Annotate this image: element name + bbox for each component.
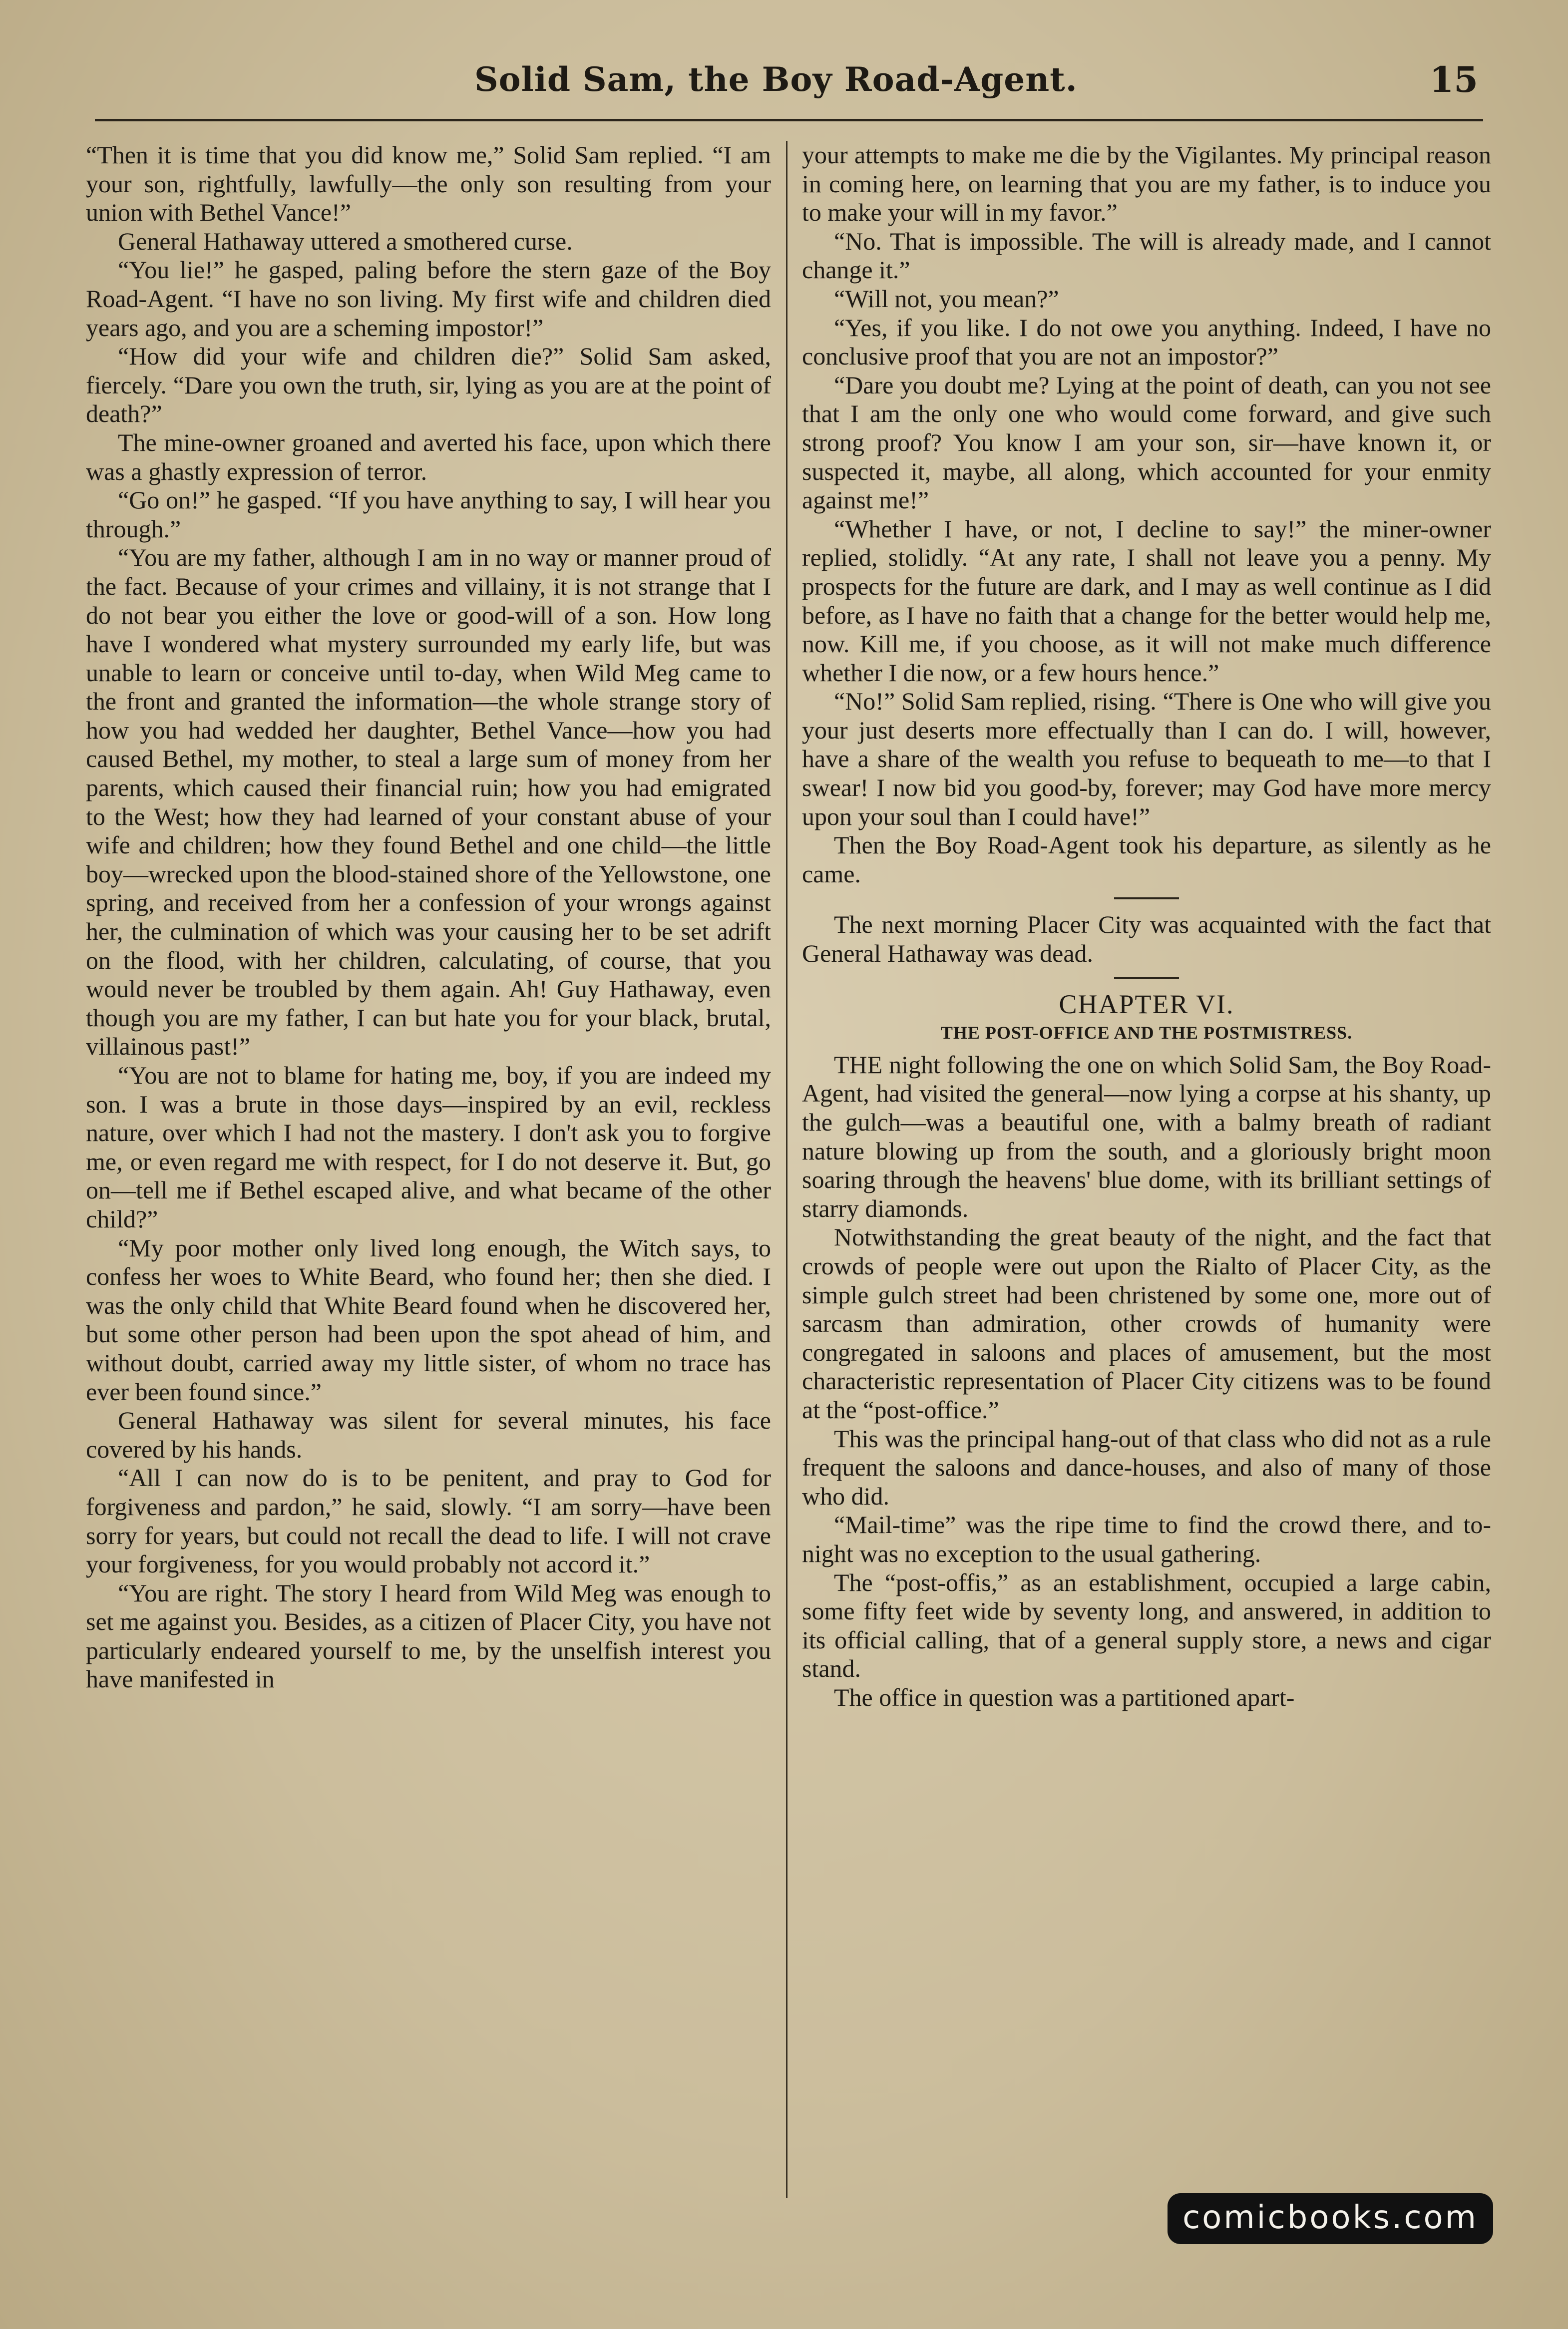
section-rule bbox=[1114, 897, 1179, 899]
paragraph: General Hathaway uttered a smothered curse. bbox=[118, 227, 573, 255]
chapter-subtitle: THE POST-OFFICE AND THE POSTMISTRESS. bbox=[940, 1023, 1353, 1043]
header-rule bbox=[95, 119, 1483, 121]
page-number: 15 bbox=[1429, 59, 1478, 100]
paragraph: “You are not to blame for hating me, boy, if you are indeed my son. I was a brute in those days—inspired by an evil, reckless nature, over which I had not the mastery. I don't ask you to forgive me, or even regard me with respect, for I do not deserve it. But, go on—tell me if Bethel escaped alive, and what became of the other child?” bbox=[86, 1061, 771, 1233]
paragraph: General Hathaway was silent for several minutes, his face covered by his hands. bbox=[86, 1406, 771, 1463]
right-column bbox=[802, 141, 1491, 2213]
paragraph: The mine-owner groaned and averted his face, upon which there was a ghastly expression of terror. bbox=[86, 428, 771, 485]
paragraph: “Will not, you mean?” bbox=[834, 284, 1059, 313]
paragraph: “You are my father, although I am in no way or manner proud of the fact. Because of your crimes and villainy, it is not strange that I do not bear you either the love or good-will of a son. How long have I wondered what mystery surrounded my early life, but was unable to learn or conceive until to-day, when Wild Meg came to the front and granted the information—the whole strange story of how you had wedded her daughter, Bethel Vance—how you had caused Bethel, my mother, to steal a large sum of money from her parents, which caused their financial ruin; how you had emigrated to the West; how they had learned of your constant abuse of your wife and children; how they found Bethel and one child—the little boy—wrecked upon the blood-stained shore of the Yellowstone, one spring, and received from her a confession of your wrongs against her, the culmination of which was your causing her to be set adrift on the flood, with her children, calculating, of course, that you would never be troubled by them again. Ah! Guy Hathaway, even though you are my father, I can but hate you for your black, brutal, villainous past!” bbox=[86, 543, 771, 1061]
paragraph: “You are right. The story I heard from Wild Meg was enough to set me against you. Besides, as a citizen of Placer City, you have not particularly endeared yourself to me, by the unselfish interest you have manifested in bbox=[86, 1578, 771, 1693]
paragraph: Then the Boy Road-Agent took his departure, as silently as he came. bbox=[802, 831, 1491, 888]
paragraph: Notwithstanding the great beauty of the night, and the fact that crowds of people were out upon the Rialto of Placer City, as the simple gulch street had been christened by some one, more out of sarcasm than admiration, other crowds of humanity were congregated in saloons and places of amusement, but the most characteristic representation of Placer City citizens was to be found at the “post-office.” bbox=[802, 1223, 1491, 1424]
paragraph: “Whether I have, or not, I decline to say!” the miner-owner replied, stolidly. “At any rate, I shall not leave you a penny. My prospects for the future are dark, and I may as well continue as I did before, as I have no faith that a change for the better would help me, now. Kill me, if you choose, as it will not make much difference whether I die now, or a few hours hence.” bbox=[802, 514, 1491, 687]
paragraph: This was the principal hang-out of that class who did not as a rule frequent the saloons and dance-houses, and also of many of those who did. bbox=[802, 1424, 1491, 1510]
paragraph: “Yes, if you like. I do not owe you anything. Indeed, I have no conclusive proof that you are not an impostor?” bbox=[802, 313, 1491, 371]
paragraph: your attempts to make me die by the Vigilantes. My principal reason in coming here, on learning that you are my father, is to induce you to make your will in my favor.” bbox=[802, 141, 1491, 227]
paragraph: “How did your wife and children die?” Solid Sam asked, fiercely. “Dare you own the truth, sir, lying as you are at the point of death?” bbox=[86, 342, 771, 428]
paragraph: “No!” Solid Sam replied, rising. “There is One who will give you your just deserts more effectually than I can do. I will, however, have a share of the wealth you refuse to bequeath to me—to that I swear! I now bid you good-by, forever; may God have more mercy upon your soul than I could have!” bbox=[802, 687, 1491, 830]
chapter-heading: CHAPTER VI. bbox=[1059, 989, 1234, 1019]
paragraph: “Then it is time that you did know me,” Solid Sam replied. “I am your son, rightfully, lawfully—the only son resulting from your union with Bethel Vance!” bbox=[86, 141, 771, 227]
watermark: comicbooks.com bbox=[1168, 2193, 1493, 2244]
paragraph: “Go on!” he gasped. “If you have anything to say, I will hear you through.” bbox=[86, 486, 771, 543]
paragraph: “Dare you doubt me? Lying at the point of death, can you not see that I am the only one who would come forward, and give such strong proof? You know I am your son, sir—have known it, or suspected it, maybe, all along, which accounted for your enmity against me!” bbox=[802, 371, 1491, 514]
paragraph: “All I can now do is to be penitent, and pray to God for forgiveness and pardon,” he said, slowly. “I am sorry—have been sorry for years, but could not recall the dead to life. I will not crave your forgiveness, for you would probably not accord it.” bbox=[86, 1464, 771, 1578]
paragraph: “Mail-time” was the ripe time to find the crowd there, and to-night was no exception to the usual gathering. bbox=[802, 1511, 1491, 1567]
paragraph: The next morning Placer City was acquainted with the fact that General Hathaway was dead. bbox=[802, 910, 1491, 968]
section-rule bbox=[1114, 977, 1179, 979]
paragraph: “No. That is impossible. The will is already made, and I cannot change it.” bbox=[802, 227, 1491, 284]
paragraph: “My poor mother only lived long enough, the Witch says, to confess her woes to White Beard, who found her; then she died. I was the only child that White Beard found when he discovered her, but some other person had been upon the spot ahead of him, and without doubt, carried away my little sister, of whom no trace has ever been found since.” bbox=[86, 1233, 771, 1406]
paragraph: “You lie!” he gasped, paling before the stern gaze of the Boy Road-Agent. “I have no son living. My first wife and children died years ago, and you are a scheming impostor!” bbox=[86, 256, 771, 342]
paragraph: The office in question was a partitioned apart- bbox=[834, 1683, 1295, 1711]
paragraph: THE night following the one on which Solid Sam, the Boy Road-Agent, had visited the general—now lying a corpse at his shanty, up the gulch—was a beautiful one, with a balmy breath of radiant nature blowing up from the south, and a gloriously bright moon soaring through the heavens' blue dome, with its brilliant settings of starry diamonds. bbox=[802, 1050, 1491, 1222]
column-divider bbox=[786, 141, 787, 2198]
running-title: Solid Sam, the Boy Road-Agent. bbox=[474, 60, 1078, 99]
left-column bbox=[86, 141, 771, 2213]
paragraph: The “post-offis,” as an establishment, occupied a large cabin, some fifty feet wide by seventy long, and answered, in addition to its official calling, that of a general supply store, a news and cigar stand. bbox=[802, 1568, 1491, 1683]
page-header bbox=[90, 55, 1478, 110]
